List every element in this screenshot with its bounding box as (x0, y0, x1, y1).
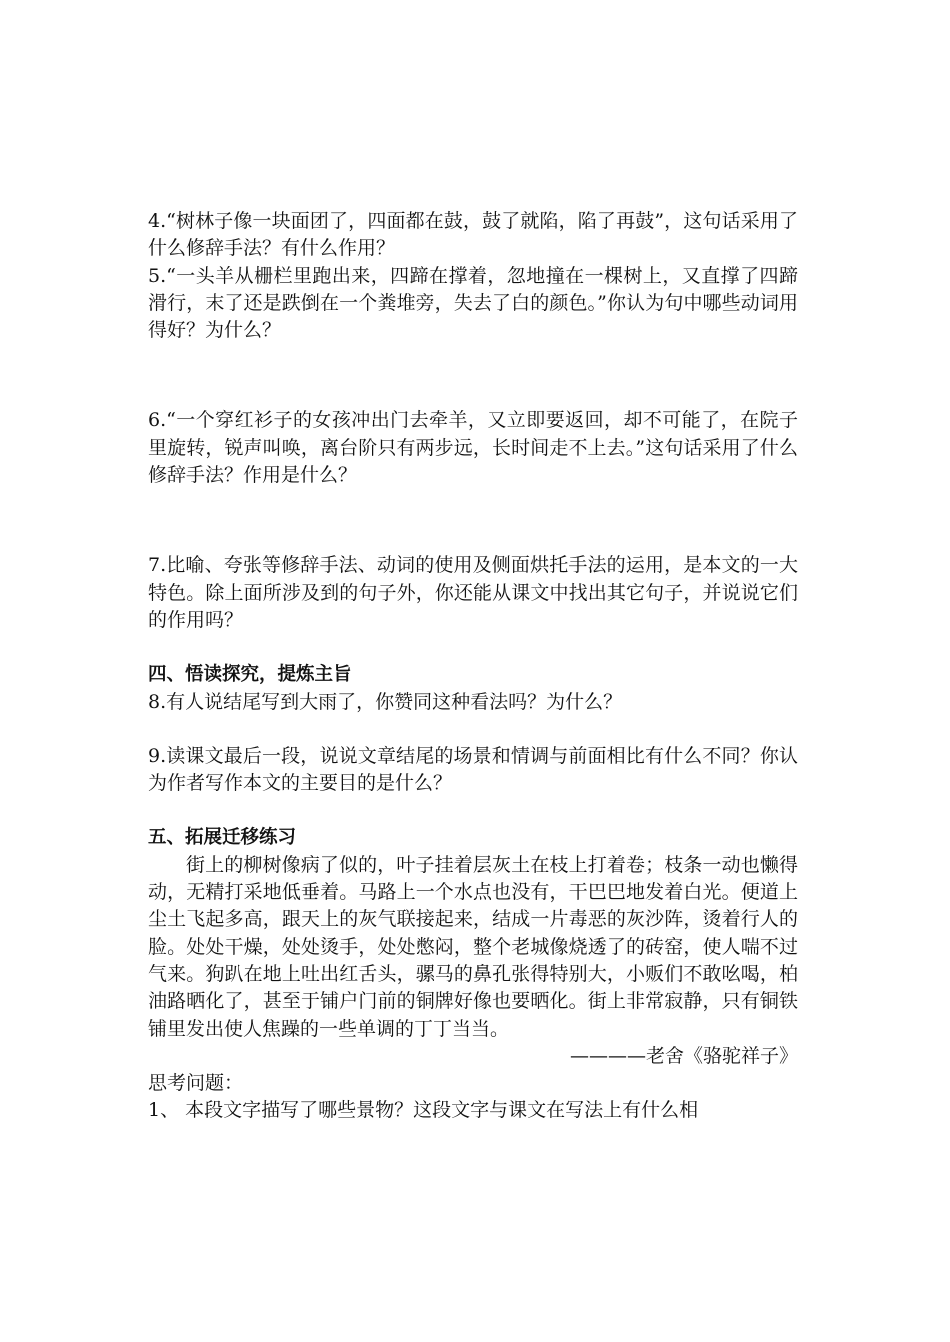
question-8: 8.有人说结尾写到大雨了，你赞同这种看法吗？为什么？ (148, 690, 623, 713)
answer-space-5 (148, 344, 798, 407)
section-5-heading: 五、拓展迁移练习 (148, 827, 297, 849)
question-6: 6.“一个穿红衫子的女孩冲出门去牵羊，又立即要返回，却不可能了，在院子里旋转，锐声叫唤，离台阶只有两步远，长时间走不上去。”这句话采用了什么修辞手法？作用是什么？ (148, 409, 798, 487)
answer-space-6 (148, 489, 798, 552)
answer-space-8 (148, 716, 798, 743)
question-9: 9.读课文最后一段，说说文章结尾的场景和情调与前面相比有什么不同？你认为作者写作本文的主要目的是什么？ (148, 744, 798, 795)
think-questions-label: 思考问题： (148, 1072, 244, 1095)
section-4-heading: 四、悟读探究，提炼主旨 (148, 664, 352, 686)
passage-attribution: ————老舍《骆驼祥子》 (569, 1044, 798, 1067)
question-5: 5.“一头羊从栅栏里跑出来，四蹄在撑着，忽地撞在一棵树上，又直撑了四蹄滑行，末了还是跌倒在一个粪堆旁，失去了白的颜色。”你认为句中哪些动词用得好？为什么？ (148, 264, 798, 342)
question-7: 7.比喻、夸张等修辞手法、动词的使用及侧面烘托手法的运用，是本文的一大特色。除上面所涉及到的句子外，你还能从课文中找出其它句子，并说说它们的作用吗？ (148, 554, 798, 631)
think-question-1: 1、 本段文字描写了哪些景物？这段文字与课文在写法上有什么相 (148, 1099, 699, 1122)
question-4: 4.“树林子像一块面团了，四面都在鼓，鼓了就陷，陷了再鼓”，这句话采用了什么修辞手法？有什么作用？ (148, 210, 798, 260)
answer-space-9 (148, 797, 798, 824)
reading-passage: 街上的柳树像病了似的，叶子挂着层灰土在枝上打着卷；枝条一动也懒得动，无精打采地低垂着。马路上一个水点也没有，干巴巴地发着白光。便道上尘土飞起多高，跟天上的灰气联接起来，结成一片毒恶的灰沙阵，烫着行人的脸。处处干燥，处处烫手，处处憋闷，整个老城像烧透了的砖窑，使人喘不过气来。狗趴在地上吐出红舌头，骡马的鼻孔张得特别大，小贩们不敢吆喝，柏油路晒化了，甚至于铺户门前的铜牌好像也要晒化。街上非常寂静，只有铜铁铺里发出使人焦躁的一些单调的丁丁当当。 (148, 853, 798, 1040)
answer-space-7 (148, 634, 798, 661)
document-page (148, 208, 798, 1125)
